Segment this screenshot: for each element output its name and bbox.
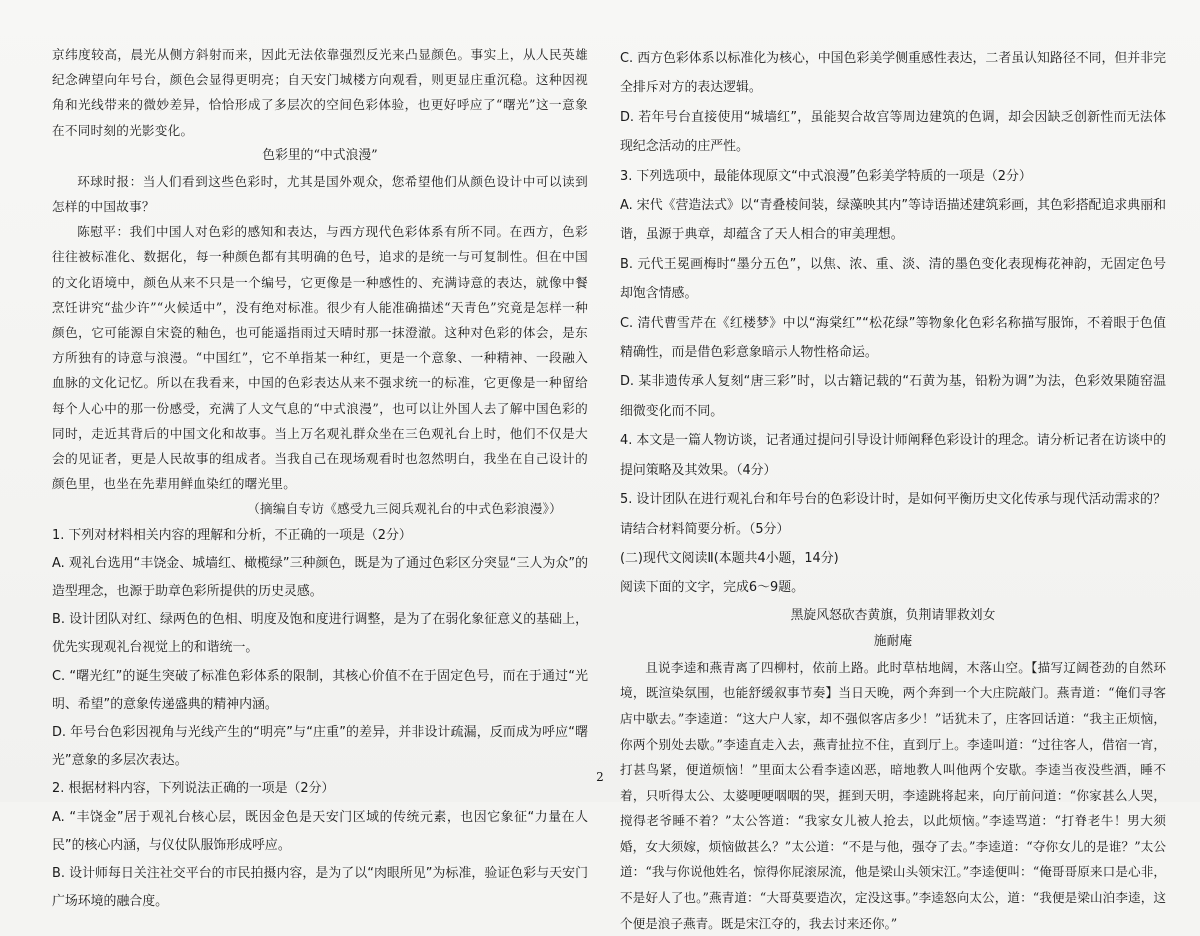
right-column (620, 44, 1166, 936)
question-3-option-a: A. 宋代《营造法式》以“青叠棱间装，绿藻映其内”等诗语描述建筑彩画，其色彩搭配追求典丽和谐，虽源于典章，却蕴含了天人相合的审美理想。 (620, 198, 1166, 243)
question-1-option-d: D. 年号台色彩因视角与光线产生的“明亮”与“庄重”的差异，并非设计疏漏，反而成为呼应“曙光”意象的多层次表达。 (52, 725, 588, 769)
source-citation: （摘编自专访《感受九三阅兵观礼台的中式色彩浪漫》） (247, 501, 562, 517)
question-3-option-b: B. 元代王冕画梅时“墨分五色”，以焦、浓、重、淡、清的墨色变化表现梅花神韵，无固定色号却饱含情感。 (620, 256, 1166, 302)
left-column (52, 42, 588, 917)
question-2-option-b: B. 设计师每日关注社交平台的市民拍摄内容，是为了以“肉眼所见”为标准，验证色彩与天安门广场环境的融合度。 (52, 866, 588, 910)
question-1-option-c: C. “曙光红”的诞生突破了标准色彩体系的限制，其核心价值不在于固定色号，而在于通过“光明、希望”的意象传递盛典的精神内涵。 (52, 668, 588, 712)
question-2: 2. 根据材料内容，下列说法正确的一项是（2分） (52, 781, 335, 797)
interview-question: 环球时报：当人们看到这些色彩时，尤其是国外观众，您希望他们从颜色设计中可以读到怎样的中国故事？ (52, 173, 588, 215)
question-2-option-c: C. 西方色彩体系以标准化为核心，中国色彩美学侧重感性表达，二者虽认知路径不同，但并非完全排斥对方的表达逻辑。 (620, 51, 1166, 96)
interview-answer: 陈慰平：我们中国人对色彩的感知和表达，与西方现代色彩体系有所不同。在西方，色彩往往被标准化、数据化，每一种颜色都有其明确的色号，追求的是统一与可复制性。但在中国的文化语境中，颜色从来不只是一个编号，它更像是一种感性的、充满诗意的表达，就像中餐烹饪讲究“盐少许”“火候适中”，没有绝对标准。很少有人能准确描述“天青色”究竟是怎样一种颜色，它可能源自宋瓷的釉色，也可能遥指雨过天晴时那一抹澄澈。这种对色彩的体会，是东方所独有的诗意与浪漫。“中国红”，它不单指某一种红，更是一个意象、一种精神、一段融入血脉的文化记忆。所以在我看来，中国的色彩表达从来不强求统一的标准，它更像是一种留给每个人心中的那一份感受，充满了人文气息的“中式浪漫”，也可以让外国人去了解中国色彩的同时，走近其背后的中国文化和故事。当上万名观礼群众坐在三色观礼台上时，他们不仅是大会的见证者，更是人民故事的组成者。当我自己在现场观看时也忽然明白，我坐在自己设计的颜色里，也坐在先辈用鲜血染红的曙光里。 (52, 224, 588, 492)
story-author: 施耐庵 (873, 633, 913, 649)
story-text: 且说李逵和燕青离了四柳村，依前上路。此时草枯地阔，木落山空。【描写辽阔苍劲的自然环境，既渲染氛围，也能舒缓叙事节奏】当日天晚，两个奔到一个大庄院敲门。燕青道：“俺们寻客店中歇去。”李逵道：“这大户人家，却不强似客店多少！”话犹未了，庄客回话道：“我主正烦恼，你两个别处去歇。”李逵直走入去，燕青扯拉不住，直到厅上。李逵叫道：“过往客人，借宿一宵，打甚鸟紧，便道烦恼！”里面太公看李逵凶恶，暗地教人叫他两个安歇。李逵当夜没些酒，睡不着，只听得太公、太婆哽哽咽咽的哭，捱到天明，李逵跳将起来，向厅前问道：“你家甚么人哭，搅得老爷睡不着？”太公答道：“我家女儿被人抢去，以此烦恼。”李逵骂道：“打脊老牛！男大须婚，女大须嫁，烦恼做甚么？”太公道：“不是与他，强夺了去。”李逵道：“夺你女儿的是谁？”太公道：“我与你说他姓名，惊得你屁滚尿流，他是梁山头领宋江。”李逵便叫：“俺哥哥原来口是心非，不是好人了也。”燕青道：“大哥莫要造次，定没这事。”李逵怒向太公，道：“我便是梁山泊李逵，这个便是浪子燕青。既是宋江夺的，我去讨来还你。” (620, 659, 1166, 931)
page-number: 2 (596, 770, 604, 784)
question-1-option-b: B. 设计团队对红、绿两色的色相、明度及饱和度进行调整，是为了在弱化象征意义的基础上，优先实现观礼台视觉上的和谐统一。 (52, 612, 588, 656)
reading-instruction: 阅读下面的文字，完成6～9题。 (620, 580, 804, 596)
question-5: 5. 设计团队在进行观礼台和年号台的色彩设计时，是如何平衡历史文化传承与现代活动需求的？请结合材料简要分析。（5分） (620, 492, 1166, 537)
question-3: 3. 下列选项中，最能体现原文“中式浪漫”色彩美学特质的一项是（2分） (620, 168, 1032, 184)
question-3-option-c: C. 清代曹雪芹在《红楼梦》中以“海棠红”“松花绿”等物象化色彩名称描写服饰，不着眼于色值精确性，而是借色彩意象暗示人物性格命运。 (620, 315, 1166, 361)
intro-paragraph: 京纬度较高，晨光从侧方斜射而来，因此无法依靠强烈反光来凸显颜色。事实上，从人民英雄纪念碑望向年号台，颜色会显得更明亮；自天安门城楼方向观看，则更显庄重沉稳。这种因视角和光线带来的微妙差异，恰恰形成了多层次的空间色彩体验，也更好呼应了“曙光”这一意象在不同时刻的光影变化。 (52, 47, 588, 138)
question-3-option-d: D. 某非遗传承人复刻“唐三彩”时，以古籍记载的“石黄为基，铅粉为调”为法，色彩效果随窑温细微变化而不同。 (620, 374, 1166, 419)
question-2-option-a: A. “丰饶金”居于观礼台核心层，既因金色是天安门区域的传统元素，也因它象征“力量在人民”的核心内涵，与仪仗队服饰形成呼应。 (52, 809, 588, 853)
section-2-heading: (二)现代文阅读Ⅱ(本题共4小题，14分) (620, 550, 839, 566)
story-title: 黑旋风怒砍杏黄旗，负荆请罪救刘女 (790, 607, 996, 623)
question-2-option-d: D. 若年号台直接使用“城墙红”，虽能契合故宫等周边建筑的色调，却会因缺乏创新性而无法体现纪念活动的庄严性。 (620, 109, 1166, 155)
question-1: 1. 下列对材料相关内容的理解和分析，不正确的一项是（2分） (52, 527, 412, 543)
section-title: 色彩里的“中式浪漫” (262, 147, 378, 163)
question-1-option-a: A. 观礼台选用“丰饶金、城墙红、橄榄绿”三种颜色，既是为了通过色彩区分突显“三人为众”的造型理念，也源于助章色彩所提供的历史灵感。 (52, 555, 588, 600)
question-4: 4. 本文是一篇人物访谈，记者通过提问引导设计师阐释色彩设计的理念。请分析记者在访谈中的提问策略及其效果。（4分） (620, 433, 1166, 478)
